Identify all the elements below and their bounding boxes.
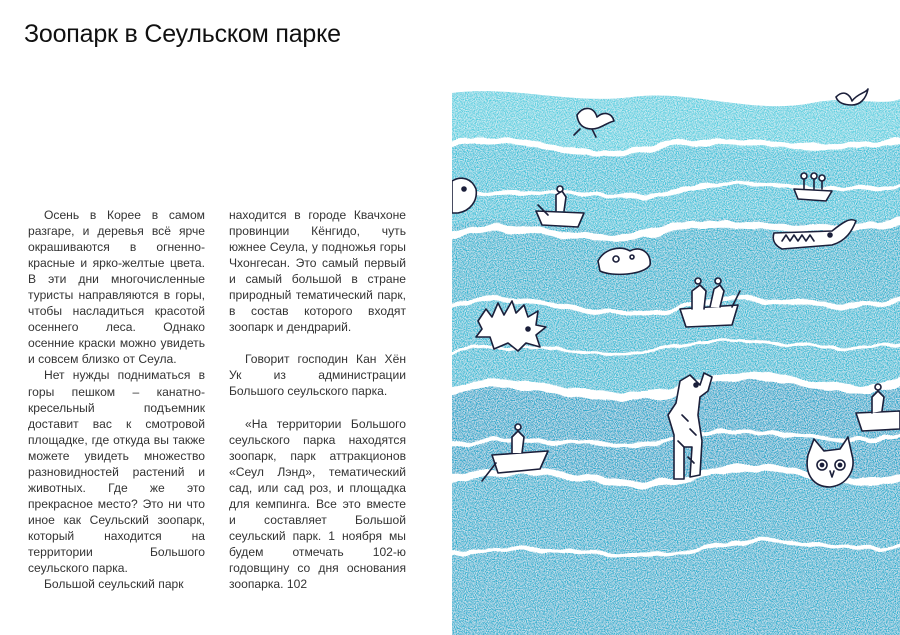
paragraph: Говорит господин Кан Хён Ук из администрации Большого сеульского парка.: [229, 352, 406, 399]
paragraph: Большой сеульский парк: [44, 577, 184, 592]
paragraph: «На территории Большого сеульского парка находятся зоопарк, парк аттракционов «Сеул Лэнд», тематический сад, или сад роз, и площадка для кемпинга. Все это вместе и составляет Большой сеульский парк. 1 ноября мы будем отмечать 102-ю годовщину со дня основания зоопарка. 102: [229, 416, 406, 591]
paragraph: находится в городе Квачхоне провинции Кёнгидо, чуть южнее Сеула, у подножья горы Чхонгесан. Это самый первый и самый большой в стране природный тематический парк, в состав которого входят зоопарк и дендрарий.: [229, 208, 406, 335]
page-title: Зоопарк в Сеульском парке: [24, 20, 341, 48]
paragraph: Осень в Корее в самом разгаре, и деревья всё ярче окрашиваются в огненно-красные и ярко-желтые цвета. В эти дни многочисленные туристы направляются в горы, чтобы насладиться красотой осеннего леса. Однако осенние краски можно увидеть и совсем близко от Сеула.: [28, 208, 205, 367]
fish-icon: [598, 248, 650, 274]
article-column-1: [28, 207, 205, 592]
sea-illustration: [452, 85, 900, 635]
paragraph: Нет нужды подниматься в горы пешком – канатно-кресельный подъемник доставит вас к смотровой площадке, где откуда вы также можете увидеть множество разновидностей растений и животных. Где же это прекрасное место? Это ни что иное как Сеульский зоопарк, который находится на территории Большого сеульского парка.: [28, 368, 205, 576]
article-column-2: [229, 207, 406, 592]
